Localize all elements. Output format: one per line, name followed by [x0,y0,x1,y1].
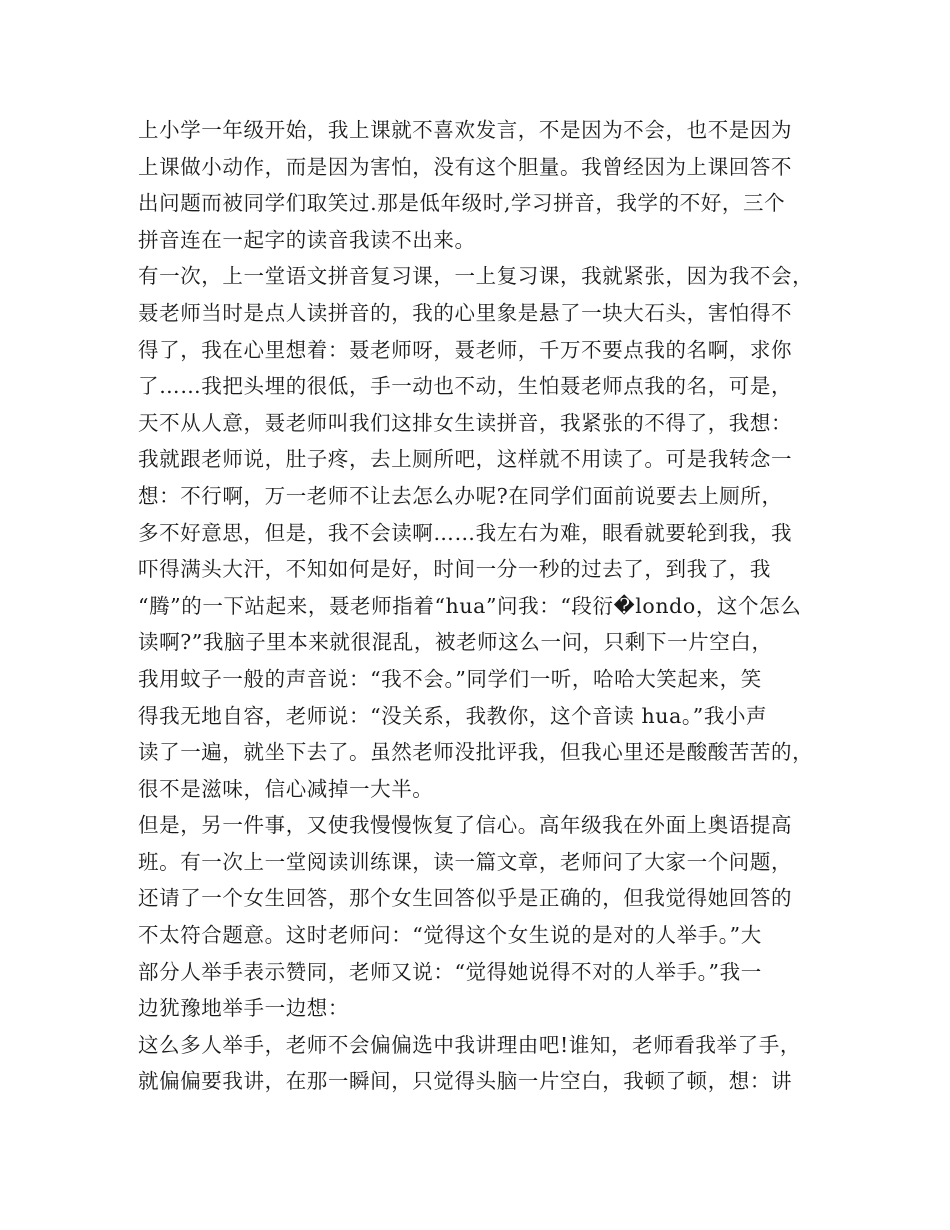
text-line: 但是，另一件事，又使我慢慢恢复了信心。高年级我在外面上奥语提高 [138,813,793,838]
text-line: “腾”的一下站起来，聂老师指着“hua”问我：“段衍�londo，这个怎么 [138,593,802,618]
text-line: 读啊?”我脑子里本来就很混乱，被老师这么一问，只剩下一片空白， [138,630,773,655]
text-line: 得我无地自容，老师说：“没关系，我教你，这个音读 hua。”我小声 [138,703,768,728]
text-line: 上小学一年级开始，我上课就不喜欢发言，不是因为不会，也不是因为 [138,118,793,142]
text-line: 了……我把头埋的很低，手一动也不动，生怕聂老师点我的名，可是， [138,374,793,399]
text-line: 拼音连在一起字的读音我读不出来。 [138,227,476,252]
text-line: 吓得满头大汗，不知如何是好，时间一分一秒的过去了，到我了，我 [138,557,771,582]
text-line: 还请了一个女生回答，那个女生回答似乎是正确的，但我觉得她回答的 [138,886,793,911]
essay-body [138,112,828,1100]
text-line: 这么多人举手，老师不会偏偏选中我讲理由吧!谁知，老师看我举了手， [138,1032,801,1057]
text-line: 边犹豫地举手一边想： [138,996,349,1021]
text-line: 不太符合题意。这时老师问：“觉得这个女生说的是对的人举手。”大 [138,923,762,948]
text-line: 读了一遍，就坐下去了。虽然老师没批评我，但我心里还是酸酸苦苦的， [138,740,814,765]
text-line: 多不好意思，但是，我不会读啊……我左右为难，眼看就要轮到我，我 [138,520,793,545]
text-line: 部分人举手表示赞同，老师又说：“觉得她说得不对的人举手。”我一 [138,959,762,984]
text-line: 出问题而被同学们取笑过.那是低年级时,学习拼音，我学的不好，三个 [138,191,786,216]
text-line: 就偏偏要我讲，在那一瞬间，只觉得头脑一片空白，我顿了顿，想：讲 [138,1069,793,1094]
text-line: 上课做小动作，而是因为害怕，没有这个胆量。我曾经因为上课回答不 [138,154,793,179]
text-line: 很不是滋味，信心减掉一大半。 [138,776,434,801]
text-line: 想：不行啊，万一老师不让去怎么办呢?在同学们面前说要去上厕所， [138,483,783,508]
text-line: 天不从人意，聂老师叫我们这排女生读拼音，我紧张的不得了，我想： [138,410,793,435]
text-line: 得了，我在心里想着：聂老师呀，聂老师，千万不要点我的名啊，求你 [138,337,793,362]
text-line: 有一次，上一堂语文拼音复习课，一上复习课，我就紧张，因为我不会， [138,264,814,289]
text-line: 聂老师当时是点人读拼音的，我的心里象是悬了一块大石头，害怕得不 [138,300,793,325]
text-line: 我用蚊子一般的声音说：“我不会。”同学们一听，哈哈大笑起来，笑 [138,666,762,691]
text-line: 班。有一次上一堂阅读训练课，读一篇文章，老师问了大家一个问题， [138,849,793,874]
text-line: 我就跟老师说，肚子疼，去上厕所吧，这样就不用读了。可是我转念一 [138,447,793,472]
